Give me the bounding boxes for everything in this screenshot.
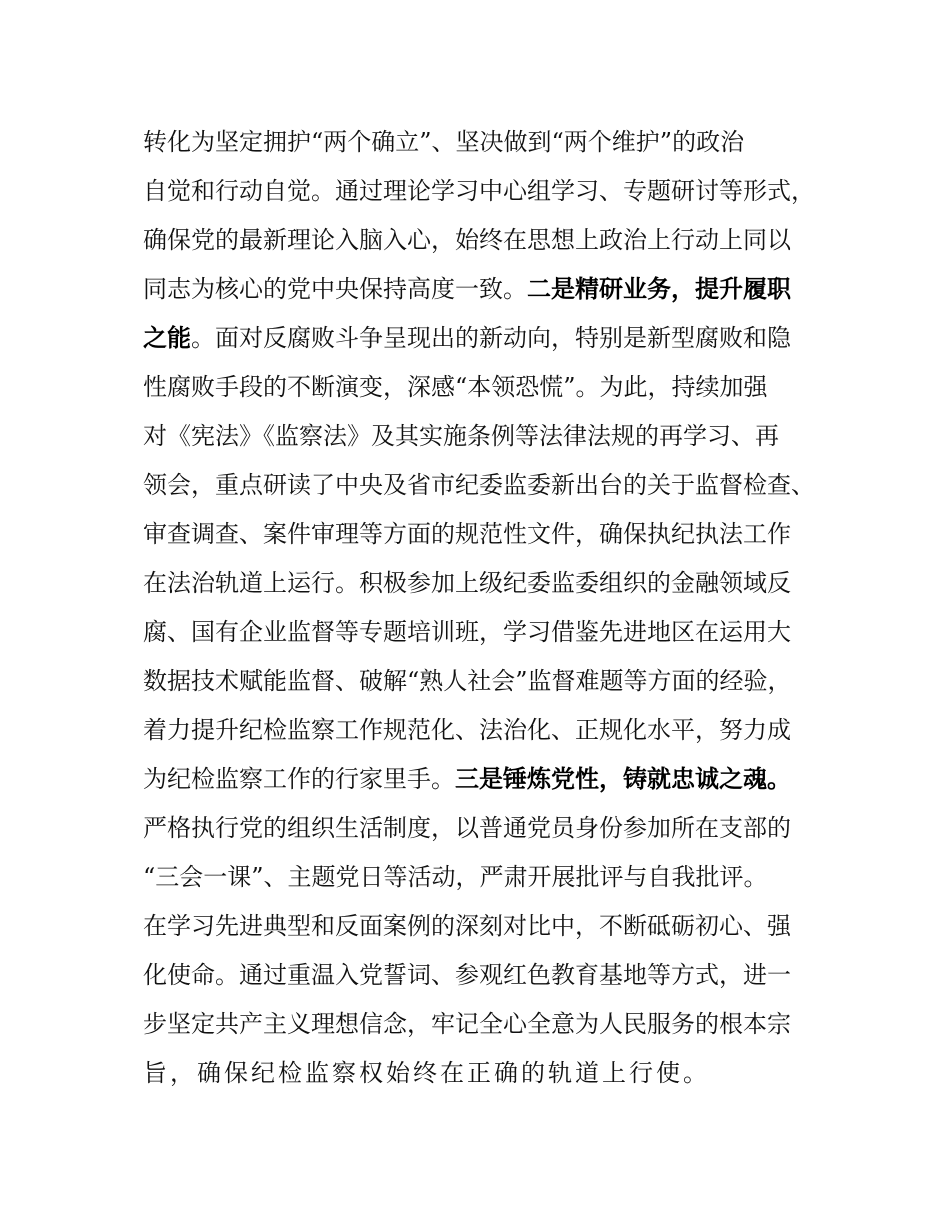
body-text-segment: 确保党的最新理论入脑入心，始终在思想上政治上行动上同以 [143, 226, 791, 254]
text-line [143, 755, 833, 804]
body-text-segment: 在学习先进典型和反面案例的深刻对比中，不断砥砺初心、强 [143, 912, 791, 940]
text-line [143, 265, 833, 314]
bold-heading-text: 三是锤炼党性，铸就忠诚之魂。 [455, 765, 791, 793]
text-line [143, 1049, 833, 1098]
text-line [143, 853, 833, 902]
body-text-segment: 对《宪法》《监察法》及其实施条例等法律法规的再学习、再 [143, 422, 779, 450]
text-line [143, 608, 833, 657]
body-text-segment: 严格执行党的组织生活制度，以普通党员身份参加所在支部的 [143, 814, 791, 842]
text-line [143, 118, 833, 167]
text-line [143, 461, 833, 510]
bold-heading-text: 二是精研业务，提升履职 [527, 275, 791, 303]
text-line [143, 706, 833, 755]
body-text-segment: 转化为坚定拥护“两个确立”、坚决做到“两个维护”的政治 [143, 128, 745, 156]
text-line [143, 902, 833, 951]
body-text-segment: 旨，确保纪检监察权始终在正确的轨道上行使。 [143, 1059, 710, 1087]
body-text [143, 118, 833, 1098]
bold-heading-text: 之能 [143, 324, 191, 352]
text-line [143, 216, 833, 265]
body-text-segment: 。面对反腐败斗争呈现出的新动向，特别是新型腐败和隐 [191, 324, 791, 352]
body-text-segment: 化使命。通过重温入党誓词、参观红色教育基地等方式，进一 [143, 961, 791, 989]
body-text-segment: 在法治轨道上运行。积极参加上级纪委监委组织的金融领域反 [143, 569, 791, 597]
body-text-segment: “三会一课”、主题党日等活动，严肃开展批评与自我批评。 [143, 863, 768, 891]
text-line [143, 1000, 833, 1049]
text-line [143, 951, 833, 1000]
body-text-segment: 着力提升纪检监察工作规范化、法治化、正规化水平，努力成 [143, 716, 791, 744]
body-text-segment: 性腐败手段的不断演变，深感“本领恐慌”。为此，持续加强 [143, 373, 768, 401]
body-text-segment: 步坚定共产主义理想信念，牢记全心全意为人民服务的根本宗 [143, 1010, 791, 1038]
text-line [143, 363, 833, 412]
text-line [143, 412, 833, 461]
body-text-segment: 领会，重点研读了中央及省市纪委监委新出台的关于监督检查、 [143, 471, 815, 499]
body-text-segment: 为纪检监察工作的行家里手。 [143, 765, 455, 793]
body-text-segment: 腐、国有企业监督等专题培训班，学习借鉴先进地区在运用大 [143, 618, 791, 646]
body-text-segment: 同志为核心的党中央保持高度一致。 [143, 275, 527, 303]
body-text-segment: 自觉和行动自觉。通过理论学习中心组学习、专题研讨等形式， [143, 177, 815, 205]
text-line [143, 559, 833, 608]
text-line [143, 167, 833, 216]
body-text-segment: 数据技术赋能监督、破解“熟人社会”监督难题等方面的经验， [143, 667, 792, 695]
text-line [143, 657, 833, 706]
text-line [143, 510, 833, 559]
body-text-segment: 审查调查、案件审理等方面的规范性文件，确保执纪执法工作 [143, 520, 791, 548]
text-line [143, 804, 833, 853]
text-line [143, 314, 833, 363]
